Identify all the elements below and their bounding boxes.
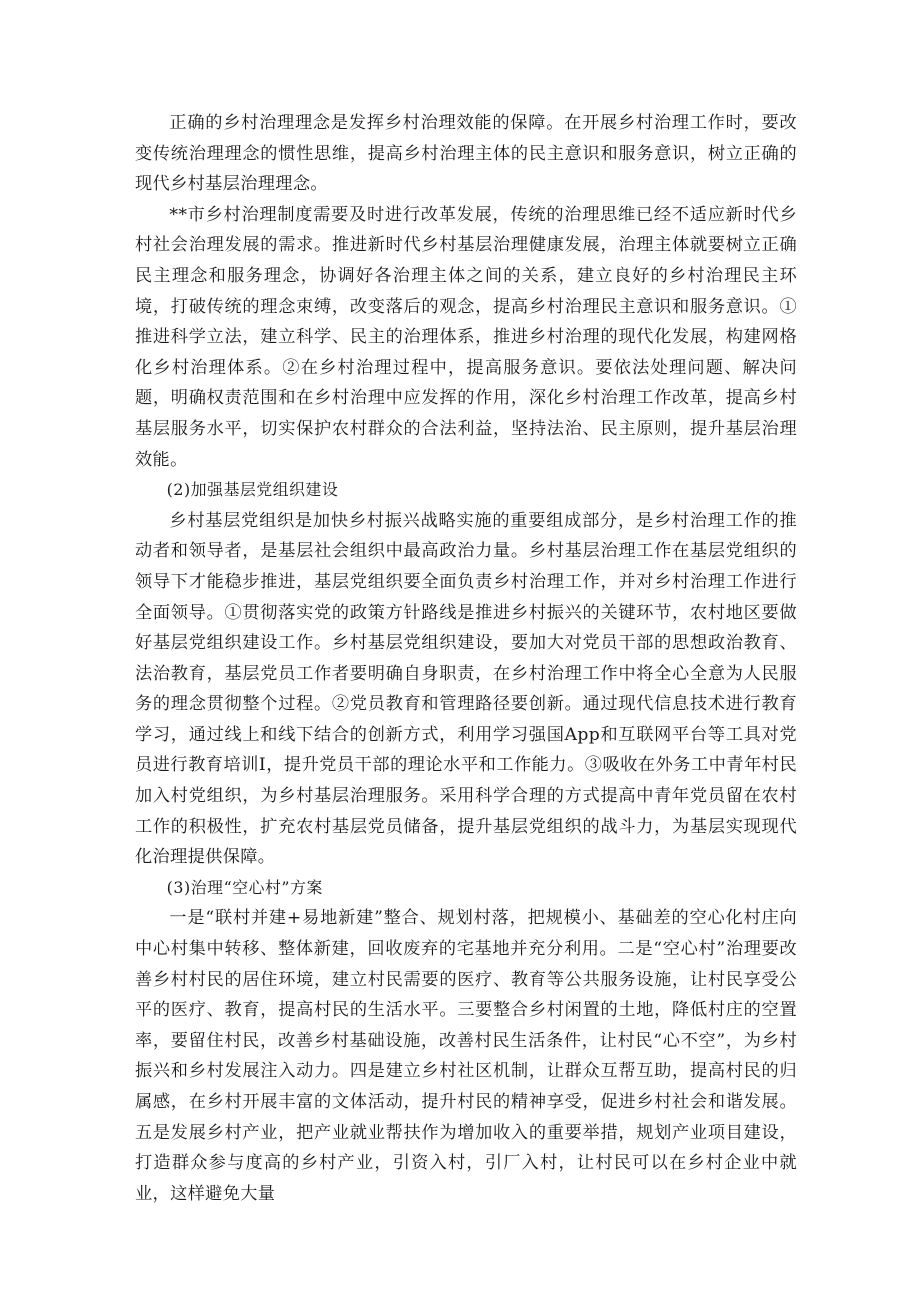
- paragraph-hollow-village-plan: 一是“联村并建+易地新建”整合、规划村落，把规模小、基础差的空心化村庄向中心村集中转移、整体新建，回收废弃的宅基地并充分利用。二是“空心村”治理要改善乡村村民的居住环境，建立村民需要的医疗、教育等公共服务设施，让村民享受公平的医疗、教育，提高村民的生活水平。三要整合乡村闲置的土地，降低村庄的空置率，要留住村民，改善乡村基础设施，改善村民生活条件，让村民“心不空”，为乡村振兴和乡村发展注入动力。四是建立乡村社区机制，让群众互帮互助，提高村民的归属感，在乡村开展丰富的文体活动，提升村民的精神享受，促进乡村社会和谐发展。五是发展乡村产业，把产业就业帮扶作为增加收入的重要举措，规划产业项目建设，打造群众参与度高的乡村产业，引资入村，引厂入村，让村民可以在乡村企业中就业，这样避免大量: [135, 908, 797, 1204]
- section-heading-party-building: (2)加强基层党组织建设: [166, 480, 339, 500]
- section-heading-hollow-village: (3)治理“空心村”方案: [166, 877, 323, 897]
- paragraph-governance-reform: **市乡村治理制度需要及时进行改革发展，传统的治理思维已经不适应新时代乡村社会治理发展的需求。推进新时代乡村基层治理健康发展，治理主体就要树立正确民主理念和服务理念，协调好各治理主体之间的关系，建立良好的乡村治理民主环境，打破传统的理念束缚，改变落后的观念，提高乡村治理民主意识和服务意识。①推进科学立法，建立科学、民主的治理体系，推进乡村治理的现代化发展，构建网格化乡村治理体系。②在乡村治理过程中，提高服务意识。要依法处理问题、解决问题，明确权责范围和在乡村治理中应发挥的作用，深化乡村治理工作改革，提高乡村基层服务水平，切实保护农村群众的合法利益，坚持法治、民主原则，提升基层治理效能。: [135, 204, 797, 470]
- document-body: [135, 108, 797, 1209]
- paragraph-governance-concept: 正确的乡村治理理念是发挥乡村治理效能的保障。在开展乡村治理工作时，要改变传统治理理念的惯性思维，提高乡村治理主体的民主意识和服务意识，树立正确的现代乡村基层治理理念。: [135, 113, 797, 195]
- paragraph-party-organization: 乡村基层党组织是加快乡村振兴战略实施的重要组成部分，是乡村治理工作的推动者和领导者，是基层社会组织中最高政治力量。乡村基层治理工作在基层党组织的领导下才能稳步推进，基层党组织要全面负责乡村治理工作，并对乡村治理工作进行全面领导。①贯彻落实党的政策方针路线是推进乡村振兴的关键环节，农村地区要做好基层党组织建设工作。乡村基层党组织建设，要加大对党员干部的思想政治教育、法治教育，基层党员工作者要明确自身职责，在乡村治理工作中将全心全意为人民服务的理念贯彻整个过程。②党员教育和管理路径要创新。通过现代信息技术进行教育学习，通过线上和线下结合的创新方式，利用学习强国App和互联网平台等工具对党员进行教育培训I，提升党员干部的理论水平和工作能力。③吸收在外务工中青年村民加入村党组织，为乡村基层治理服务。采用科学合理的方式提高中青年党员留在农村工作的积极性，扩充农村基层党员储备，提升基层党组织的战斗力，为基层实现现代化治理提供保障。: [135, 510, 797, 868]
